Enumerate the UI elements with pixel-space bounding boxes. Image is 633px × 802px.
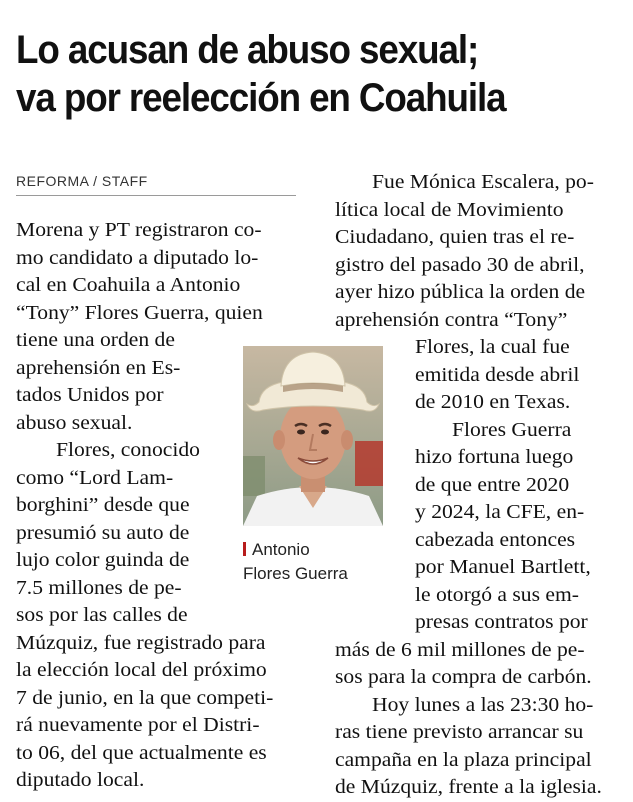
article-line: presumió su auto de xyxy=(16,521,190,544)
article-line: ras tiene previsto arrancar su xyxy=(335,721,584,743)
article-line: abuso sexual. xyxy=(16,411,133,434)
photo-caption xyxy=(243,538,383,586)
article-line: sos para la compra de carbón. xyxy=(335,666,592,688)
article-line: Ciudadano, quien tras el re- xyxy=(335,226,575,248)
article-line: de 2010 en Texas. xyxy=(415,391,571,413)
article-line: sos por las calles de xyxy=(16,604,188,626)
portrait-photo xyxy=(243,346,383,526)
article-line: emitida desde abril xyxy=(415,363,580,386)
article-line: la elección local del próximo xyxy=(16,659,267,681)
article-line: como “Lord Lam- xyxy=(16,466,174,489)
headline xyxy=(16,26,505,122)
article-line: Hoy lunes a las 23:30 ho- xyxy=(372,693,594,716)
caption-line-1 xyxy=(243,538,383,562)
caption-first-name: Antonio xyxy=(252,540,310,559)
article-line: de que entre 2020 xyxy=(415,473,570,496)
article-line: 7.5 millones de pe- xyxy=(16,576,182,599)
article-line: por Manuel Bartlett, xyxy=(415,556,591,578)
article-line: tados Unidos por xyxy=(16,384,164,406)
article-line: lujo color guinda de xyxy=(16,549,190,571)
article-line: Múzquiz, fue registrado para xyxy=(16,631,266,654)
headline-line-2: va por reelección en Coahuila xyxy=(16,76,506,120)
article-line: 7 de junio, en la que competi- xyxy=(16,686,274,709)
article-line: Flores, conocido xyxy=(56,439,200,461)
article-line: aprehensión contra “Tony” xyxy=(335,308,568,331)
article-line: borghini” desde que xyxy=(16,494,190,516)
article-line: lítica local de Movimiento xyxy=(335,198,564,221)
article-line: Flores Guerra xyxy=(452,418,572,441)
article-line: mo candidato a diputado lo- xyxy=(16,246,259,269)
article-line: de Múzquiz, frente a la iglesia. xyxy=(335,776,602,798)
article-line: “Tony” Flores Guerra, quien xyxy=(16,301,263,324)
article-line: aprehensión en Es- xyxy=(16,356,181,379)
byline: REFORMA / STAFF xyxy=(16,173,148,189)
article-line: cal en Coahuila a Antonio xyxy=(16,274,241,296)
article-line: presas contratos por xyxy=(415,611,588,633)
article-line: Flores, la cual fue xyxy=(415,336,570,358)
caption-line-2: Flores Guerra xyxy=(243,564,348,583)
article-line: Morena y PT registraron co- xyxy=(16,219,262,241)
article-line: diputado local. xyxy=(16,769,145,791)
caption-marker xyxy=(243,542,246,556)
byline-divider xyxy=(16,195,296,196)
article-line: to 06, del que actualmente es xyxy=(16,741,267,764)
article-line: rá nuevamente por el Distri- xyxy=(16,714,260,736)
headline-line-1: Lo acusan de abuso sexual; xyxy=(16,28,479,72)
article-line: gistro del pasado 30 de abril, xyxy=(335,253,585,276)
article-line: cabezada entonces xyxy=(415,528,576,551)
article-line: y 2024, la CFE, en- xyxy=(415,501,585,523)
article-line: le otorgó a sus em- xyxy=(415,583,579,606)
article-line: Fue Mónica Escalera, po- xyxy=(372,171,594,193)
article-line: hizo fortuna luego xyxy=(415,446,574,468)
article-line: más de 6 mil millones de pe- xyxy=(335,638,585,661)
portrait-illustration xyxy=(243,346,383,526)
article-line: ayer hizo pública la orden de xyxy=(335,281,586,303)
article-line: tiene una orden de xyxy=(16,329,175,351)
article-line: campaña en la plaza principal xyxy=(335,748,592,771)
